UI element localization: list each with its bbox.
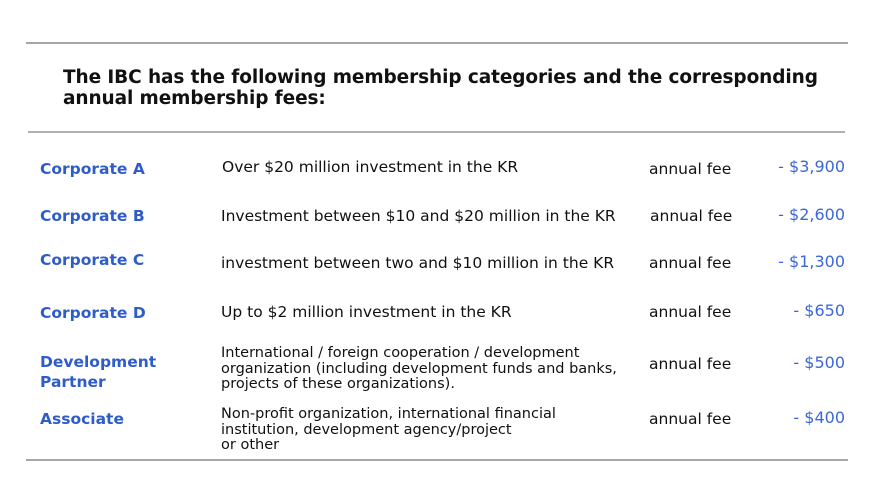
category-label-line-1: Development [40, 353, 157, 371]
fee-amount: - $500 [793, 353, 845, 372]
description-line-1: International / foreign cooperation / development [221, 345, 580, 361]
fee-label: annual fee [649, 303, 732, 321]
category-description [221, 407, 556, 454]
category-description [221, 346, 617, 393]
description-line-2: organization (including development funds and banks, [221, 360, 617, 377]
description-line-2: institution, development agency/project [221, 421, 512, 438]
fee-amount: - $650 [793, 301, 845, 320]
bottom-divider [26, 459, 848, 461]
description-line-3: projects of these organizations). [221, 376, 455, 392]
page-title [63, 67, 833, 109]
fee-amount: - $3,900 [778, 157, 845, 176]
category-description: investment between two and $10 million in the KR [221, 254, 615, 272]
category-label: Corporate D [40, 304, 146, 322]
category-description: Over $20 million investment in the KR [222, 158, 519, 176]
category-label: Associate [40, 410, 124, 428]
top-divider [26, 42, 848, 44]
category-label: Corporate A [40, 160, 145, 178]
fee-label: annual fee [649, 254, 732, 272]
fee-label: annual fee [649, 410, 732, 428]
description-line-1: Non-profit organization, international financial [221, 406, 556, 422]
category-label-line-2: Partner [40, 373, 106, 391]
category-label [40, 352, 156, 392]
category-description: Investment between $10 and $20 million in the KR [221, 207, 616, 225]
fee-amount: - $1,300 [778, 252, 845, 271]
fee-amount: - $2,600 [778, 205, 845, 224]
title-line-2: annual membership fees: [63, 88, 326, 109]
category-label: Corporate C [40, 251, 145, 269]
fee-label: annual fee [649, 355, 732, 373]
header-divider [28, 131, 845, 133]
fee-label: annual fee [649, 160, 732, 178]
category-label: Corporate B [40, 207, 145, 225]
fee-amount: - $400 [793, 408, 845, 427]
description-line-3: or other [221, 437, 280, 453]
fee-label: annual fee [650, 207, 733, 225]
title-line-1: The IBC has the following membership categories and the corresponding [63, 67, 818, 88]
category-description: Up to $2 million investment in the KR [221, 303, 512, 321]
